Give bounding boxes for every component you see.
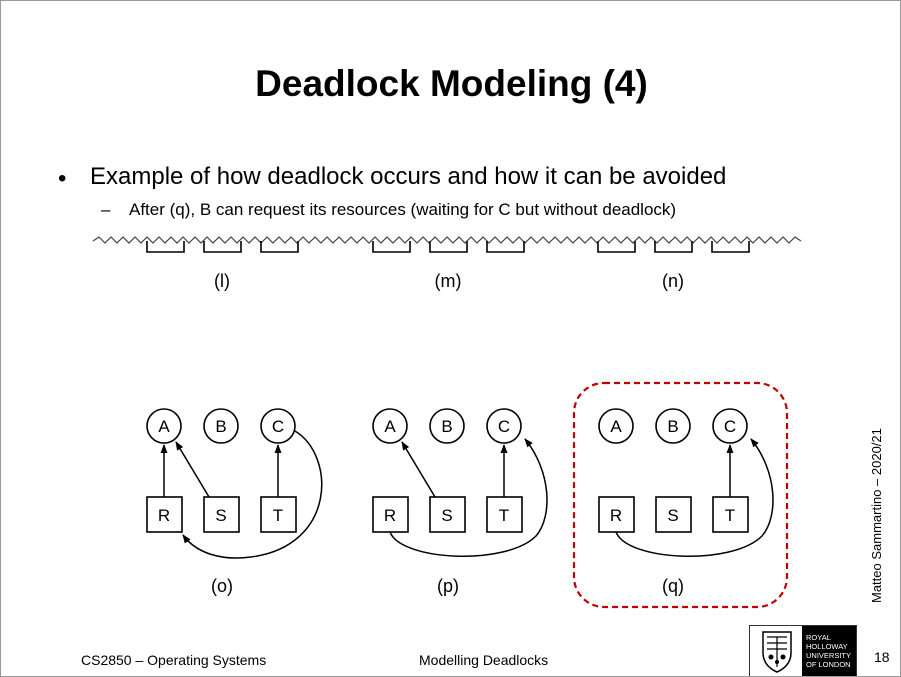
process-label: A <box>610 417 622 436</box>
resource-label: S <box>667 506 679 525</box>
page-number: 18 <box>874 649 890 665</box>
bullet-marker: • <box>58 165 67 192</box>
process-label: B <box>441 417 453 436</box>
sub-bullet-text: After (q), B can request its resources (waiting for C but without deadlock) <box>129 200 677 219</box>
edge-c-to-r <box>183 431 322 558</box>
resource-label: T <box>724 506 736 525</box>
label-m: (m) <box>434 271 462 291</box>
process-label: C <box>723 417 737 436</box>
slide-title: Deadlock Modeling (4) <box>255 63 648 104</box>
resource-label: T <box>272 506 284 525</box>
label-o: (o) <box>211 576 233 596</box>
resource-label: T <box>498 506 510 525</box>
footer-course: CS2850 – Operating Systems <box>81 652 267 668</box>
label-n: (n) <box>662 271 684 291</box>
edge-s-to-a <box>402 442 435 497</box>
process-label: C <box>497 417 511 436</box>
footer-topic: Modelling Deadlocks <box>419 652 549 668</box>
edge-s-to-a <box>176 442 209 497</box>
process-label: A <box>384 417 396 436</box>
label-p: (p) <box>437 576 459 596</box>
label-q: (q) <box>662 576 684 596</box>
crest-icon <box>760 629 794 673</box>
edge-r-to-c <box>390 439 547 556</box>
panel-o <box>147 409 322 596</box>
logo-line: HOLLOWAY <box>806 642 848 651</box>
sub-bullet-marker: – <box>101 200 111 219</box>
process-label: C <box>271 417 285 436</box>
process-label: B <box>667 417 679 436</box>
label-l: (l) <box>214 271 230 291</box>
resource-label: S <box>441 506 453 525</box>
panel-q <box>599 409 773 596</box>
resource-allocation-diagram <box>1 1 901 677</box>
torn-edge <box>93 237 801 243</box>
process-label: B <box>215 417 227 436</box>
resource-label: S <box>215 506 227 525</box>
university-logo <box>749 625 857 677</box>
process-label: A <box>158 417 170 436</box>
logo-wordmark <box>802 626 856 677</box>
panel-p <box>373 409 547 596</box>
author-year-text: Matteo Sammartino – 2020/21 <box>869 428 884 603</box>
logo-line: OF LONDON <box>806 660 851 669</box>
resource-label: R <box>157 506 171 525</box>
logo-line: UNIVERSITY <box>806 651 852 660</box>
logo-line: ROYAL <box>806 633 831 642</box>
edge-r-to-c <box>616 439 773 556</box>
resource-label: R <box>609 506 623 525</box>
resource-label: R <box>383 506 397 525</box>
bullet-text: Example of how deadlock occurs and how it can be avoided <box>90 163 727 190</box>
